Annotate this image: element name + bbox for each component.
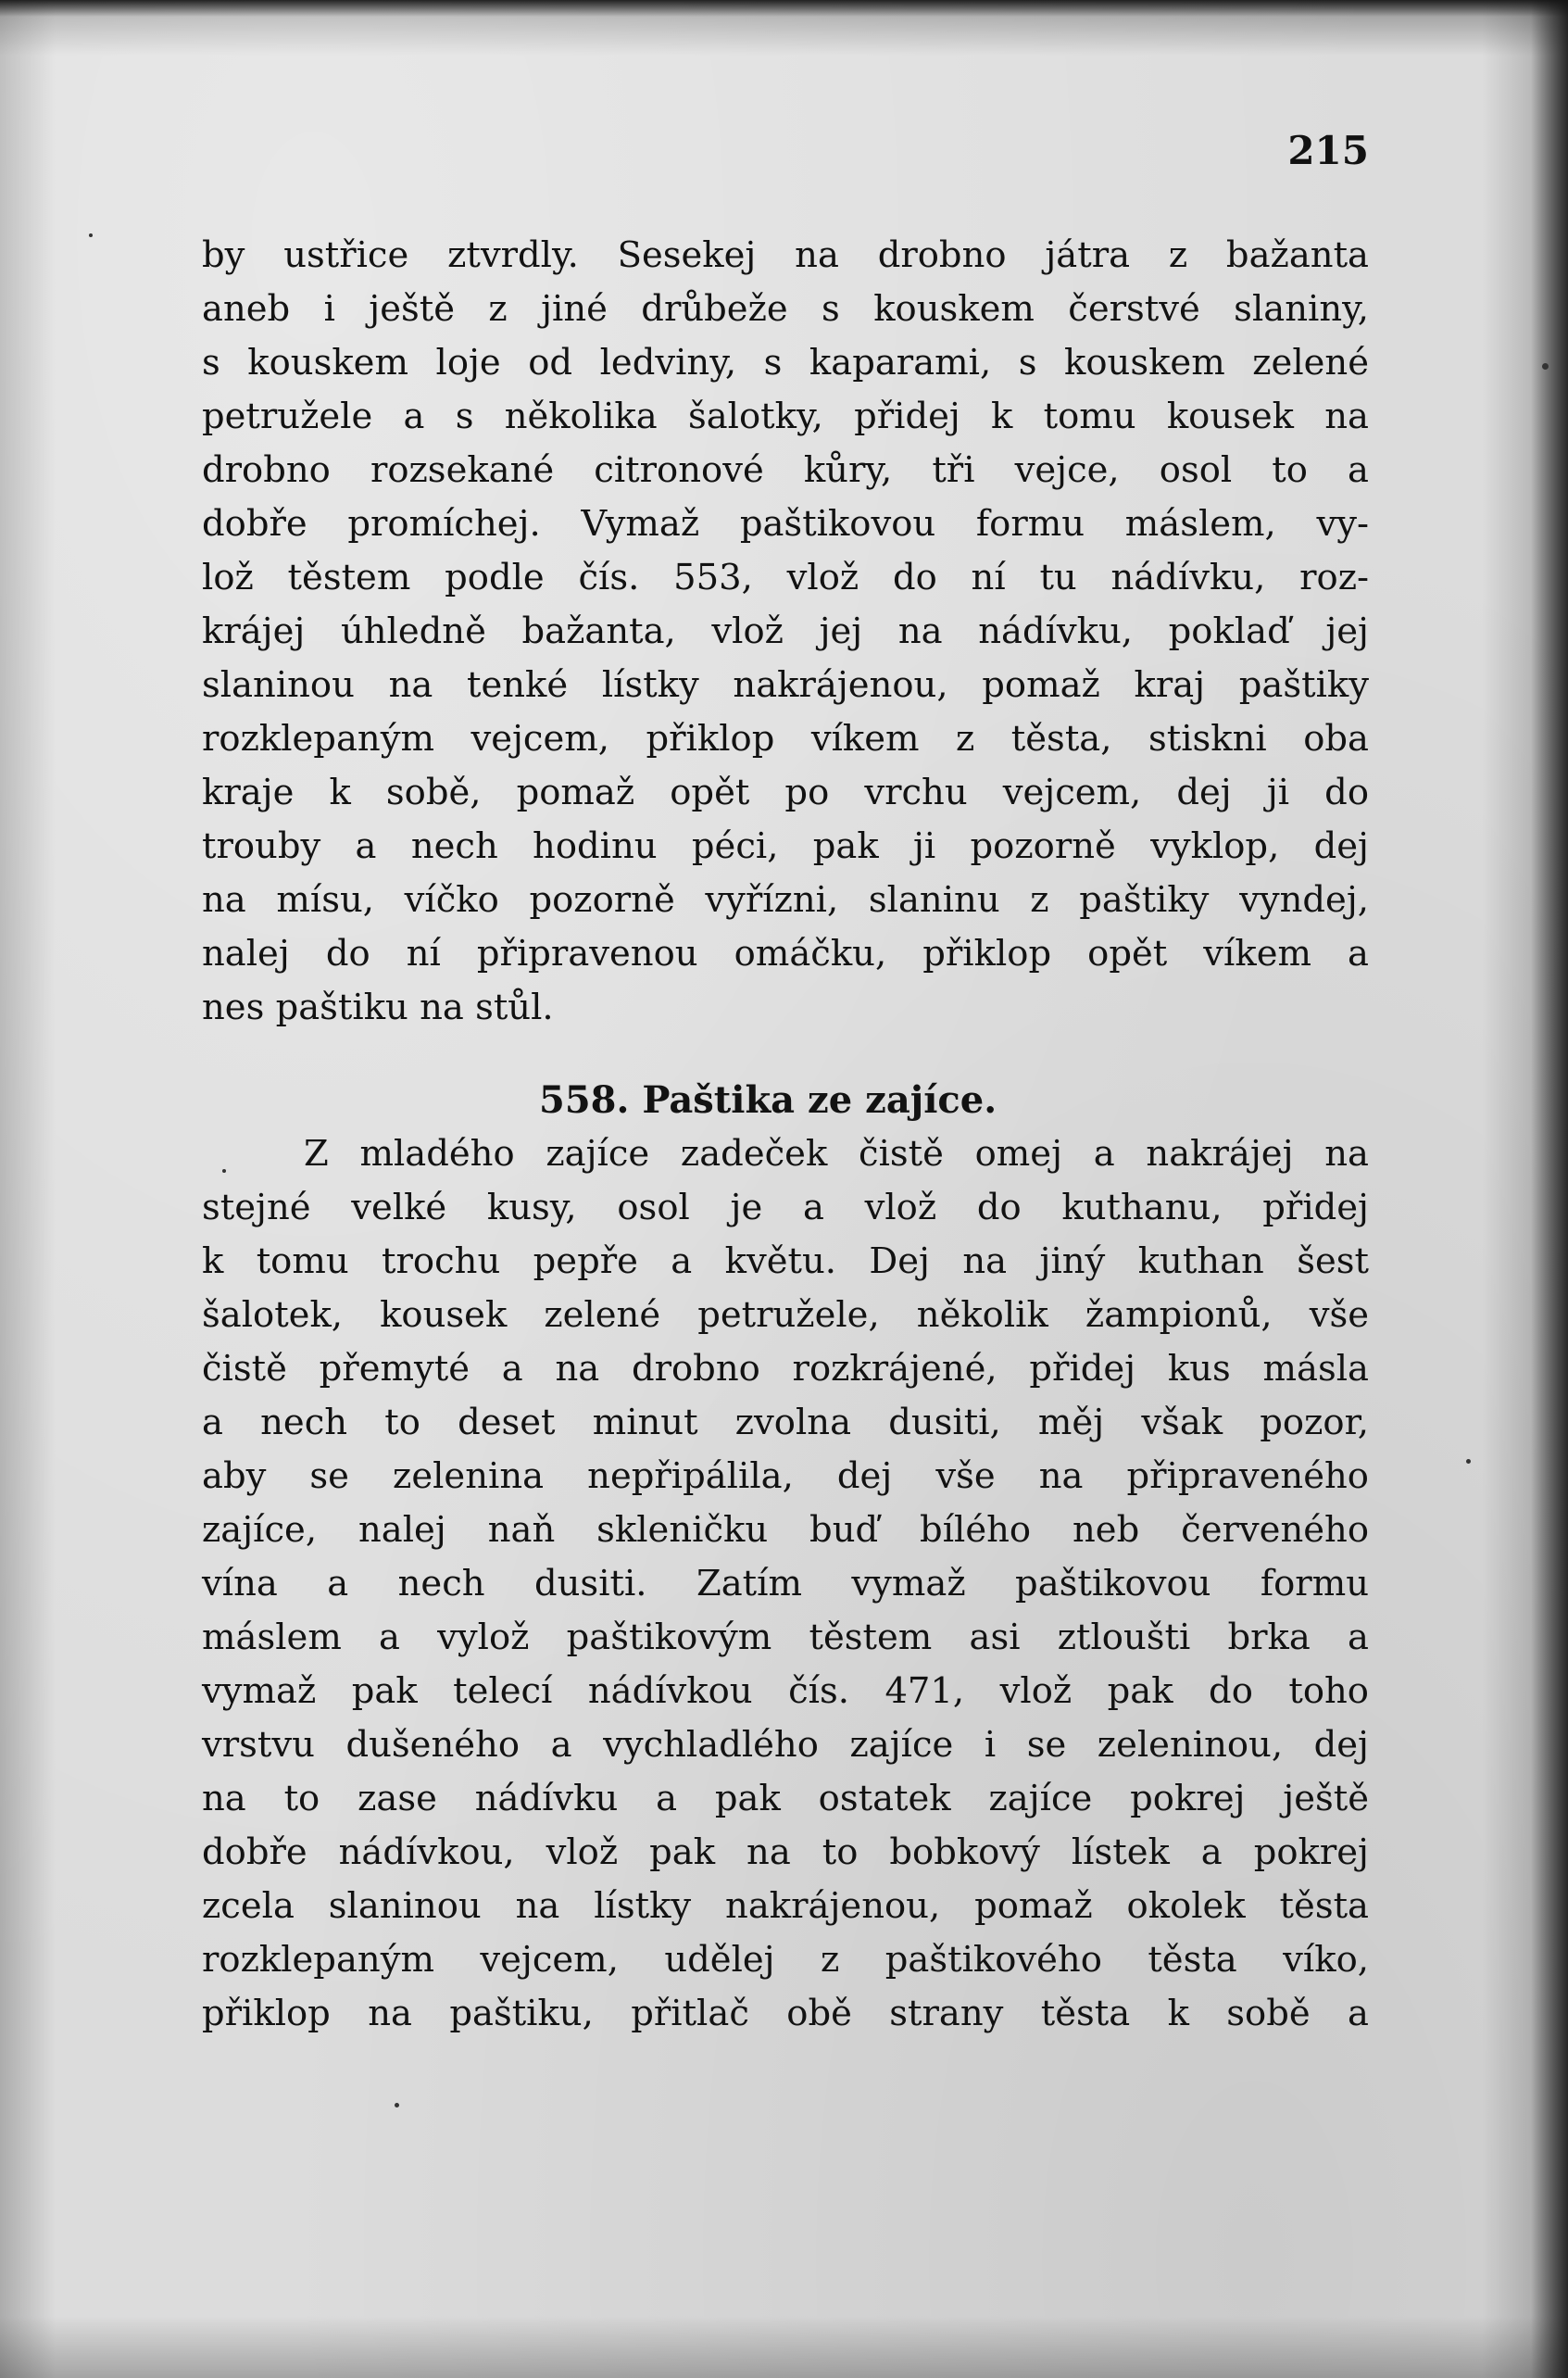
text-line: krájej úhledně bažanta, vlož jej na nádívku, poklaď jej [202,610,1369,652]
page-number: 215 [1287,128,1369,173]
text-line: přiklop na paštiku, přitlač obě strany těsta k sobě a [202,1993,1369,2034]
text-line: na to zase nádívku a pak ostatek zajíce pokrej ještě [202,1778,1369,1819]
text-line: na mísu, víčko pozorně vyřízni, slaninu z paštiky vyndej, [202,879,1369,921]
scan-speck [395,2103,399,2107]
text-line: máslem a vylož paštikovým těstem asi ztloušti brka a [202,1617,1369,1658]
text-line: rozklepaným vejcem, udělej z paštikového těsta víko, [202,1939,1369,1981]
text-line: nalej do ní připravenou omáčku, přiklop opět víkem a [202,933,1369,975]
page-right-shadow [1531,0,1568,2378]
text-line: drobno rozsekané citronové kůry, tři vejce, osol to a [202,449,1369,491]
scan-speck [89,233,93,237]
text-line: k tomu trochu pepře a květu. Dej na jiný kuthan šest [202,1240,1369,1282]
text-line: rozklepaným vejcem, přiklop víkem z těsta, stiskni oba [202,718,1369,760]
text-line: trouby a nech hodinu péci, pak ji pozorně vyklop, dej [202,825,1369,867]
text-line: šalotek, kousek zelené petružele, několik žampionů, vše [202,1294,1369,1336]
text-line: a nech to deset minut zvolna dusiti, měj však pozor, [202,1402,1369,1443]
text-line: lož těstem podle čís. 553, vlož do ní tu nádívku, roz- [202,557,1369,598]
section-heading: 558. Paštika ze zajíce. [539,1078,997,1122]
body-text [202,229,1369,2041]
text-line: dobře nádívkou, vlož pak na to bobkový lístek a pokrej [202,1831,1369,1873]
paragraph-1 [202,229,1369,1035]
text-line: stejné velké kusy, osol je a vlož do kuthanu, přidej [202,1187,1369,1228]
text-line: s kouskem loje od ledviny, s kaparami, s kouskem zelené [202,342,1369,384]
scan-speck [1542,363,1549,370]
text-line: Z mladého zajíce zadeček čistě omej a nakrájej na [304,1133,1369,1175]
text-line: vína a nech dusiti. Zatím vymaž paštikovou formu [202,1563,1369,1604]
text-line: dobře promíchej. Vymaž paštikovou formu máslem, vy- [202,503,1369,545]
text-line: zcela slaninou na lístky nakrájenou, pomaž okolek těsta [202,1885,1369,1927]
scan-speck [1466,1459,1471,1464]
text-line: zajíce, nalej naň skleničku buď bílého neb červeného [202,1509,1369,1551]
text-line: aby se zelenina nepřipálila, dej vše na připraveného [202,1455,1369,1497]
text-line: slaninou na tenké lístky nakrájenou, pomaž kraj paštiky [202,664,1369,706]
text-line: vrstvu dušeného a vychladlého zajíce i se zeleninou, dej [202,1724,1369,1766]
page-top-shadow [0,0,1568,17]
text-line: by ustřice ztvrdly. Sesekej na drobno játra z bažanta [202,234,1369,276]
text-line: kraje k sobě, pomaž opět po vrchu vejcem, dej ji do [202,772,1369,813]
text-line: petružele a s několika šalotky, přidej k tomu kousek na [202,396,1369,437]
text-line: aneb i ještě z jiné drůbeže s kouskem čerstvé slaniny, [202,288,1369,330]
paragraph-2 [202,1127,1369,2041]
text-line: čistě přemyté a na drobno rozkrájené, přidej kus másla [202,1348,1369,1390]
text-line: vymaž pak telecí nádívkou čís. 471, vlož pak do toho [202,1670,1369,1712]
text-line: nes paštiku na stůl. [202,987,554,1028]
